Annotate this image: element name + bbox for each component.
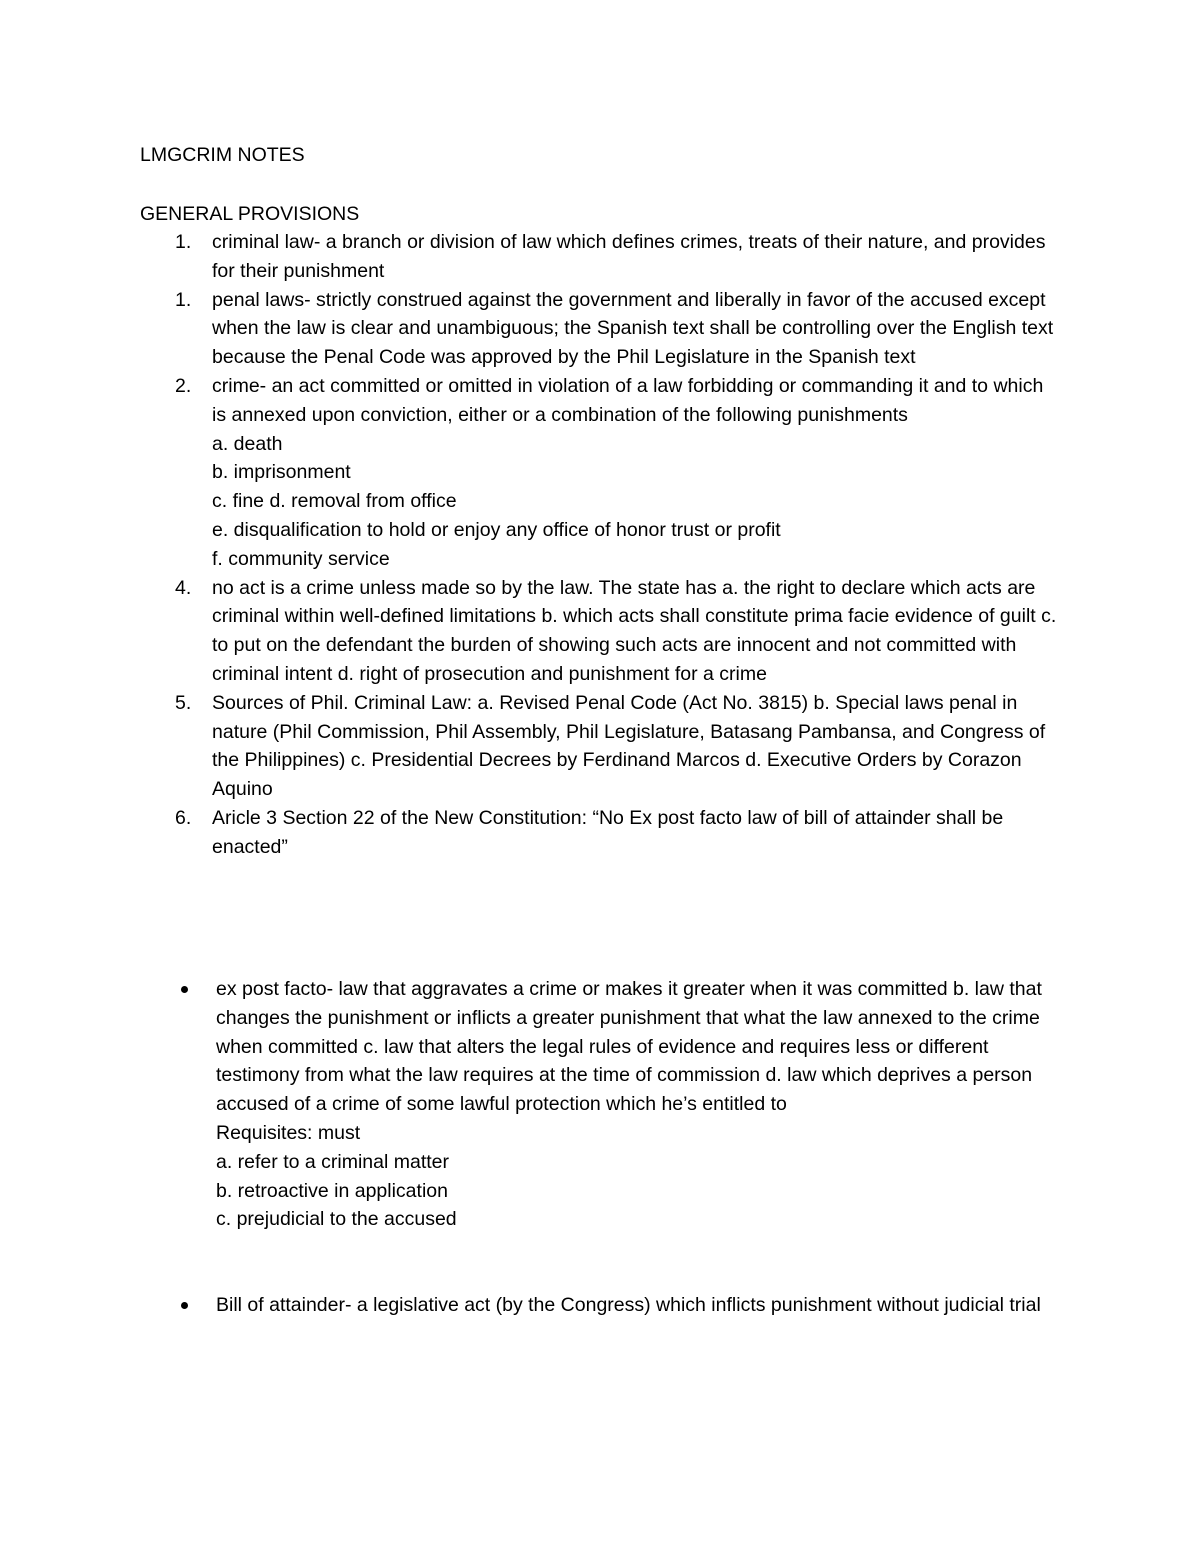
list-marker: 5. bbox=[175, 691, 192, 714]
bullet-text: Bill of attainder- a legislative act (by the Congress) which inflicts punishment without judicial trial bbox=[216, 1294, 1041, 1316]
list-item bbox=[0, 804, 1062, 862]
bullet-dot-icon bbox=[181, 1302, 188, 1309]
list-item bbox=[0, 574, 1062, 689]
list-marker: 6. bbox=[175, 806, 192, 829]
document-title: LMGCRIM NOTES bbox=[140, 144, 305, 166]
requisites-label: Requisites: must bbox=[216, 1121, 361, 1144]
bullet-item bbox=[0, 975, 1066, 1234]
list-marker: 4. bbox=[175, 576, 192, 599]
list-item bbox=[0, 286, 1062, 372]
numbered-list bbox=[0, 228, 1200, 862]
sub-item: e. disqualification to hold or enjoy any office of honor trust or profit bbox=[212, 518, 781, 541]
list-item-text: Sources of Phil. Criminal Law: a. Revised Penal Code (Act No. 3815) b. Special laws penal in nature (Phil Commission, Phil Assembly, Phil Legislature, Batasang Pambansa, and Congress of the Philippines) c. Presidential Decrees by Ferdinand Marcos d. Executive Orders by Corazon Aquino bbox=[212, 691, 1046, 801]
section-heading: GENERAL PROVISIONS bbox=[140, 203, 360, 225]
requisite-item: a. refer to a criminal matter bbox=[216, 1150, 449, 1173]
requisite-item: b. retroactive in application bbox=[216, 1179, 448, 1202]
list-marker: 1. bbox=[175, 288, 192, 311]
list-marker: 2. bbox=[175, 374, 192, 397]
list-item-text: Aricle 3 Section 22 of the New Constitution: “No Ex post facto law of bill of attainder shall be enacted” bbox=[212, 806, 1004, 858]
sub-item: b. imprisonment bbox=[212, 461, 351, 484]
bullet-list-ex-post-facto bbox=[0, 975, 1200, 1234]
sub-item: a. death bbox=[212, 432, 283, 455]
requisite-item: c. prejudicial to the accused bbox=[216, 1208, 457, 1231]
list-item bbox=[0, 689, 1062, 804]
bullet-dot-icon bbox=[181, 986, 188, 993]
bullet-item bbox=[0, 1291, 1066, 1320]
list-item-text: no act is a crime unless made so by the law. The state has a. the right to declare which acts are criminal within well-defined limitations b. which acts shall constitute prima facie evidence of guilt c. to put on the defendant the burden of showing such acts are innocent and not committed with criminal intent d. right of prosecution and punishment for a crime bbox=[212, 576, 1057, 685]
list-item bbox=[0, 372, 1062, 574]
list-item-text: crime- an act committed or omitted in violation of a law forbidding or commanding it and to which is annexed upon conviction, either or a combination of the following punishments bbox=[212, 374, 1044, 426]
sub-item: c. fine d. removal from office bbox=[212, 490, 457, 513]
bullet-text: ex post facto- law that aggravates a crime or makes it greater when it was committed b. law that changes the punishment or inflicts a greater punishment that what the law annexed to the crime when committed c. law that alters the legal rules of evidence and requires less or different testimony from what the law requires at the time of commission d. law which deprives a person accused of a crime of some lawful protection which he’s entitled to bbox=[216, 978, 1042, 1116]
list-item-text: criminal law- a branch or division of law which defines crimes, treats of their nature, and provides for their punishment bbox=[212, 231, 1046, 282]
list-marker: 1. bbox=[175, 231, 192, 253]
bullet-list-bill-of-attainder bbox=[0, 1291, 1200, 1320]
sub-item: f. community service bbox=[212, 547, 390, 570]
list-item-text: penal laws- strictly construed against the government and liberally in favor of the accused except when the law is clear and unambiguous; the Spanish text shall be controlling over the English text because the Penal Code was approved by the Phil Legislature in the Spanish text bbox=[212, 288, 1054, 369]
list-item bbox=[0, 228, 1062, 286]
